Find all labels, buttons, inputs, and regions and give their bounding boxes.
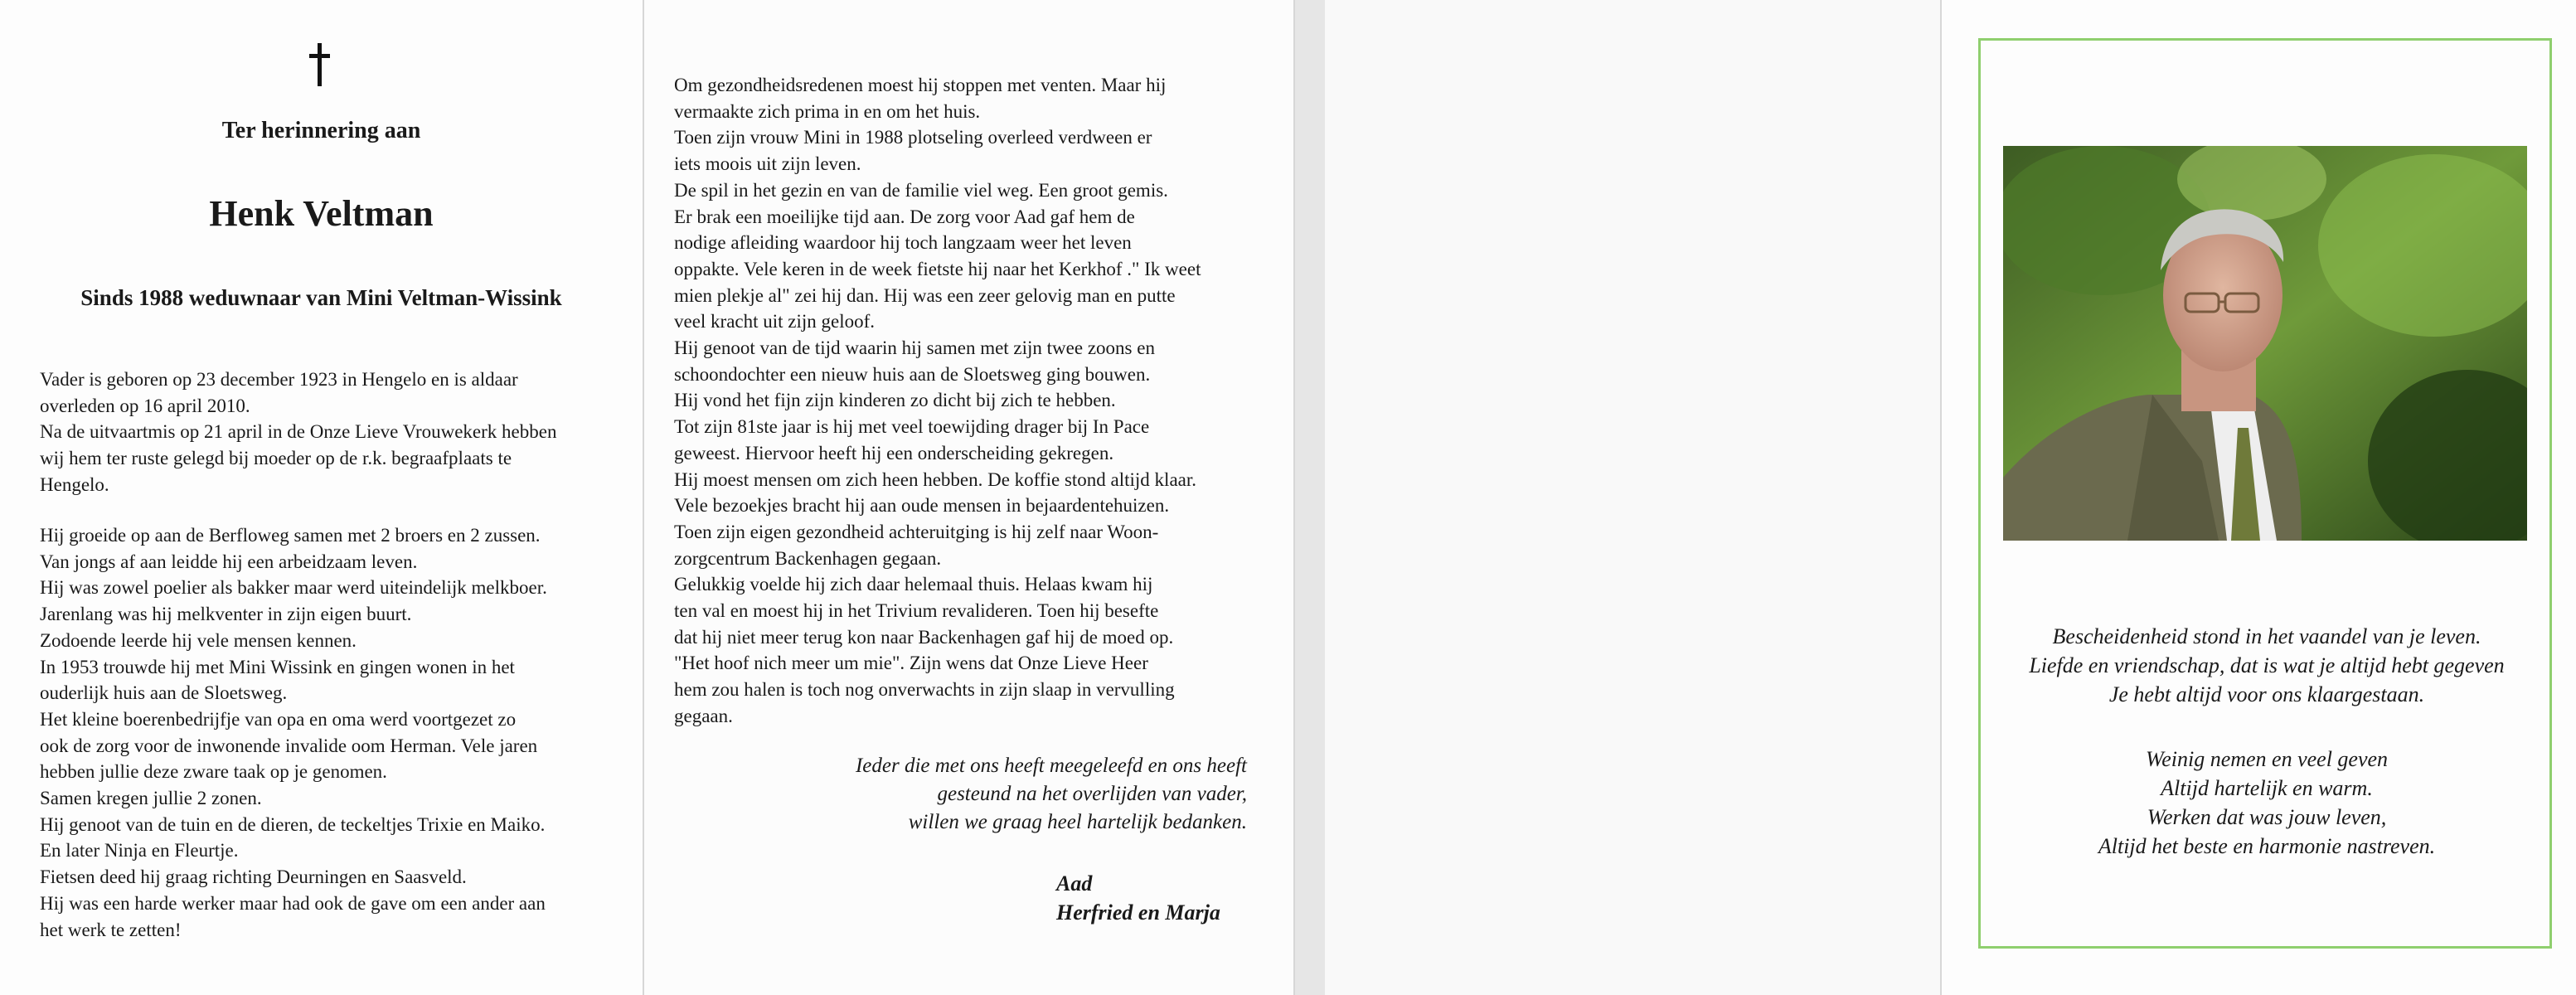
- signature: Aad: [1056, 871, 1093, 896]
- fold-line: [1293, 0, 1295, 995]
- bio-paragraph: Hij groeide op aan de Berfloweg samen met 2 broers en 2 zussen. Van jongs af aan leidde hij een arbeidzaam leven. Hij was zowel poelier als bakker maar werd uiteindelijk melkboer. Jarenlang was hij melkventer in zijn eigen buurt. Zodoende leerde hij vele mensen kennen. In 1953 trouwde hij met Mini Wissink en gingen wonen in het ouderlijk huis aan de Sloetsweg. Het kleine boerenbedrijfje van opa en oma werd voortgezet zo ook de zorg voor de inwonende invalide oom Herman. Vele jaren hebben jullie deze zware taak op je genomen. Samen kregen jullie 2 zonen. Hij genoot van de tuin en de dieren, de teckeltjes Trixie en Maiko. En later Ninja en Fleurtje. Fietsen deed hij graag richting Deurningen en Saasveld. Hij was een harde werker maar had ook de gave om een ander aan het werk te zetten!: [40, 525, 547, 940]
- signature: Herfried en Marja: [1056, 900, 1220, 925]
- blank-card-gap: [1293, 0, 1325, 995]
- portrait-photo: [2003, 146, 2527, 541]
- poem-stanza: Bescheidenheid stond in het vaandel van je leven. Liefde en vriendschap, dat is wat je altijd hebt gegeven Je hebt altijd voor ons klaargestaan.: [2029, 624, 2505, 706]
- cross-icon: [307, 43, 332, 93]
- fold-line: [1940, 0, 1942, 995]
- widower-line: Sinds 1988 weduwnaar van Mini Veltman-Wissink: [80, 285, 562, 310]
- bio-paragraph: Vader is geboren op 23 december 1923 in Hengelo en is aldaar overleden op 16 april 2010. Na de uitvaartmis op 21 april in de Onze Lieve Vrouwekerk hebben wij hem ter ruste gelegd bij moeder op de r.k. begraafplaats te Hengelo.: [40, 369, 557, 495]
- thanks-text: Ieder die met ons heeft meegeleefd en ons heeft gesteund na het overlijden van vader, willen we graag heel hartelijk bedanken.: [855, 755, 1247, 833]
- memory-heading: Ter herinnering aan: [221, 118, 421, 143]
- deceased-name: Henk Veltman: [209, 193, 434, 234]
- blank-card-panel: [1325, 0, 1940, 995]
- fold-line: [643, 0, 644, 995]
- bio-paragraph: Om gezondheidsredenen moest hij stoppen met venten. Maar hij vermaakte zich prima in en om het huis. Toen zijn vrouw Mini in 1988 plotseling overleed verdween er iets moois uit zijn leven. De spil in het gezin en van de familie viel weg. Een groot gemis. Er brak een moeilijke tijd aan. De zorg voor Aad gaf hem de nodige afleiding waardoor hij toch langzaam weer het leven oppakte. Vele keren in de week fietste hij naar het Kerkhof ." Ik weet mien plekje al" zei hij dan. Hij was een zeer gelovig man en putte veel kracht uit zijn geloof. Hij genoot van de tijd waarin hij samen met zijn twee zoons en schoondochter een nieuw huis aan de Sloetsweg ging bouwen. Hij vond het fijn zijn kinderen zo dicht bij zich te hebben. Tot zijn 81ste jaar is hij met veel toewijding drager bij In Pace geweest. Hiervoor heeft hij een onderscheiding gekregen. Hij moest mensen om zich heen hebben. De koffie stond altijd klaar. Vele bezoekjes bracht hij aan oude mensen in bejaardentehuizen. Toen zijn eigen gezondheid achteruitging is hij zelf naar Woon- zorgcentrum Backenhagen gegaan. Gelukkig voelde hij zich daar helemaal thuis. Helaas kwam hij ten val en moest hij in het Trivium revalideren. Toen hij besefte dat hij niet meer terug kon naar Backenhagen gaf hij de moed op. "Het hoof nich meer um mie". Zijn wens dat Onze Lieve Heer hem zou halen is toch nog onverwachts in zijn slaap in vervulling gegaan.: [674, 75, 1201, 726]
- poem-stanza: Weinig nemen en veel geven Altijd hartelijk en warm. Werken dat was jouw leven, Altijd het beste en harmonie nastreven.: [2098, 747, 2436, 858]
